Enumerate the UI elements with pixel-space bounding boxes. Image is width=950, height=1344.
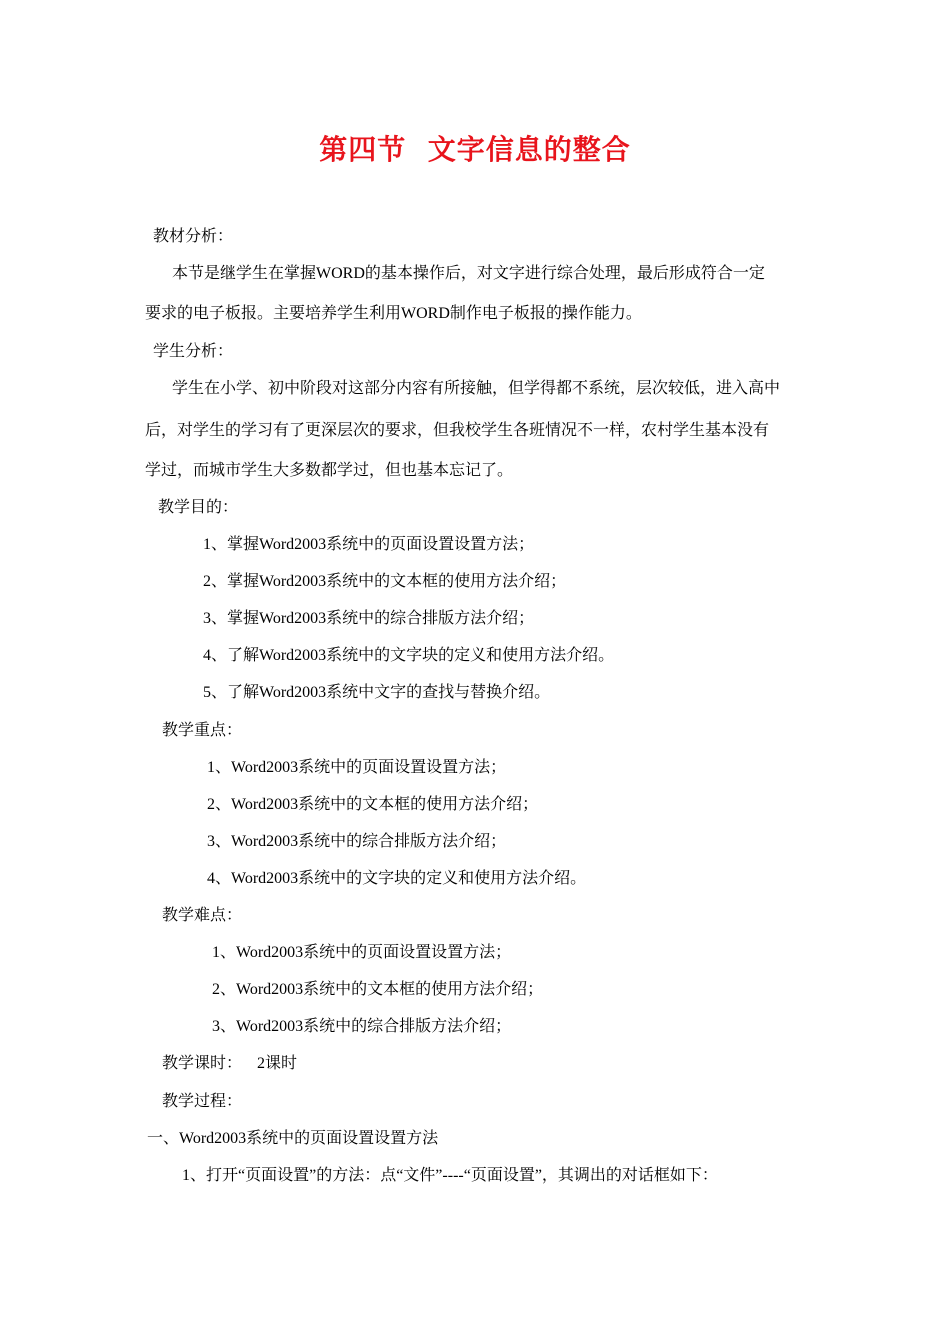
difficult-point-item: 2、Word2003系统中的文本框的使用方法介绍； [212,981,544,998]
teaching-goal-item: 3、掌握Word2003系统中的综合排版方法介绍； [203,610,535,627]
student-analysis-line: 学过，而城市学生大多数都学过，但也基本忘记了。 [145,462,514,479]
teaching-goal-item: 4、了解Word2003系统中的文字块的定义和使用方法介绍。 [203,647,615,664]
difficult-point-item: 3、Word2003系统中的综合排版方法介绍； [212,1018,512,1035]
teaching-goals-label: 教学目的： [158,499,239,516]
difficult-point-item: 1、Word2003系统中的页面设置设置方法； [212,944,512,961]
teaching-goal-item: 1、掌握Word2003系统中的页面设置设置方法； [203,536,535,553]
process-step: 1、打开“页面设置”的方法：点“文件”----“页面设置”，其调出的对话框如下： [182,1167,718,1184]
student-analysis-line: 后，对学生的学习有了更深层次的要求，但我校学生各班情况不一样，农村学生基本没有 [145,422,770,439]
document-title: 第四节 文字信息的整合 [319,133,631,166]
difficult-points-label: 教学难点： [162,907,243,924]
student-analysis-line: 学生在小学、初中阶段对这部分内容有所接触，但学得都不系统，层次较低，进入高中 [172,380,781,397]
teaching-goal-item: 2、掌握Word2003系统中的文本框的使用方法介绍； [203,573,567,590]
class-hours-label: 教学课时： [162,1055,243,1072]
textbook-analysis-label: 教材分析： [153,228,234,245]
key-point-item: 1、Word2003系统中的页面设置设置方法； [207,759,507,776]
process-label: 教学过程： [162,1093,243,1110]
key-point-item: 4、Word2003系统中的文字块的定义和使用方法介绍。 [207,870,587,887]
textbook-analysis-line: 要求的电子板报。主要培养学生利用WORD制作电子板报的操作能力。 [145,305,642,322]
textbook-analysis-line: 本节是继学生在掌握WORD的基本操作后，对文字进行综合处理，最后形成符合一定 [172,265,765,282]
student-analysis-label: 学生分析： [153,343,234,360]
class-hours-value: 2课时 [257,1055,298,1072]
key-point-item: 3、Word2003系统中的综合排版方法介绍； [207,833,507,850]
process-section-heading: 一、Word2003系统中的页面设置设置方法 [147,1130,439,1147]
teaching-goal-item: 5、了解Word2003系统中文字的查找与替换介绍。 [203,684,551,701]
key-point-item: 2、Word2003系统中的文本框的使用方法介绍； [207,796,539,813]
key-points-label: 教学重点： [162,722,243,739]
